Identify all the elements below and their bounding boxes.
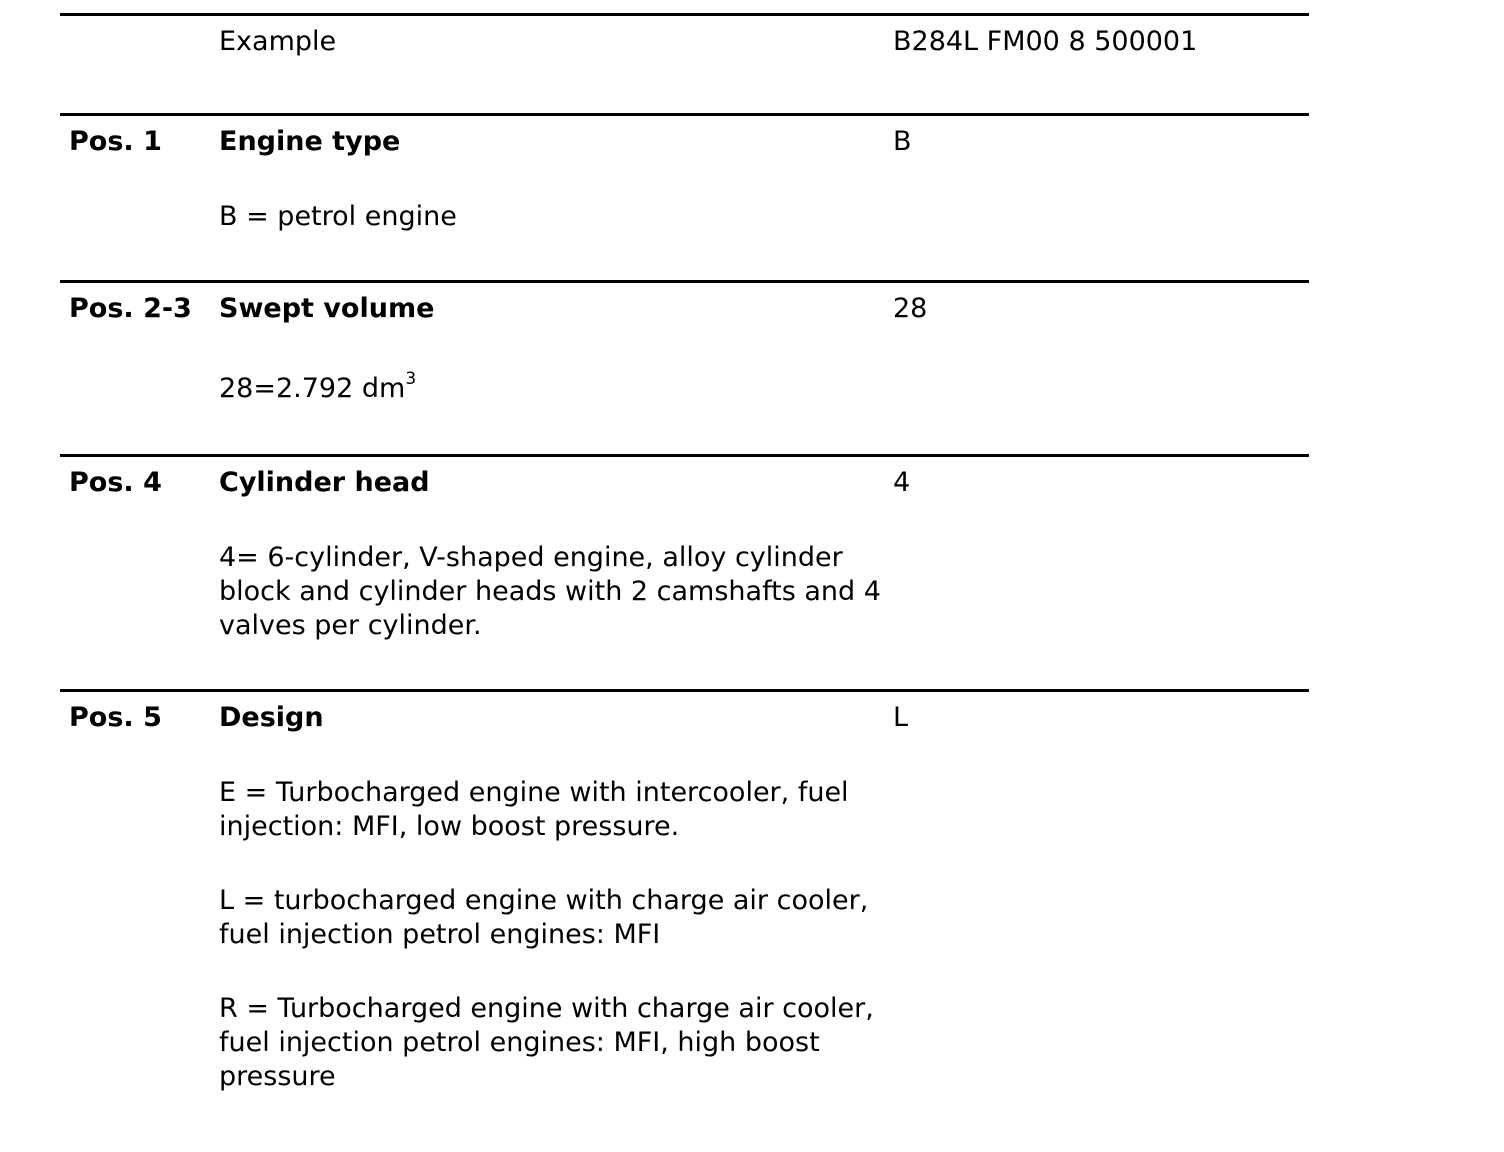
position-description: E = Turbocharged engine with intercooler, fuel injection: MFI, low boost pressure.	[219, 777, 849, 842]
position-description: L = turbocharged engine with charge air cooler, fuel injection petrol engines: MFI	[219, 885, 869, 950]
position-heading: Engine type	[219, 126, 401, 157]
table-rule	[60, 454, 1309, 457]
position-description: R = Turbocharged engine with charge air cooler, fuel injection petrol engines: MFI, high boost pressure	[219, 993, 874, 1092]
position-description: 4= 6-cylinder, V-shaped engine, alloy cylinder block and cylinder heads with 2 camshafts and 4 valves per cylinder.	[219, 542, 881, 641]
example-value: B284L FM00 8 500001	[893, 26, 1198, 57]
table-rule-top	[60, 13, 1309, 16]
position-code: L	[893, 702, 909, 733]
position-label: Pos. 4	[69, 467, 162, 498]
position-label: Pos. 2-3	[69, 293, 192, 324]
position-code: B	[893, 126, 912, 157]
position-code: 4	[893, 467, 911, 498]
position-heading: Swept volume	[219, 293, 435, 324]
position-description: B = petrol engine	[219, 201, 457, 232]
table-rule	[60, 689, 1309, 692]
cubic-superscript: 3	[405, 369, 417, 389]
position-heading: Design	[219, 702, 324, 733]
example-label: Example	[219, 26, 337, 57]
position-code: 28	[893, 293, 928, 324]
position-description	[219, 369, 889, 406]
position-heading: Cylinder head	[219, 467, 430, 498]
swept-volume-text: 28=2.792 dm	[219, 373, 406, 404]
table-rule	[60, 113, 1309, 116]
position-label: Pos. 1	[69, 126, 162, 157]
position-label: Pos. 5	[69, 702, 162, 733]
table-rule	[60, 280, 1309, 283]
